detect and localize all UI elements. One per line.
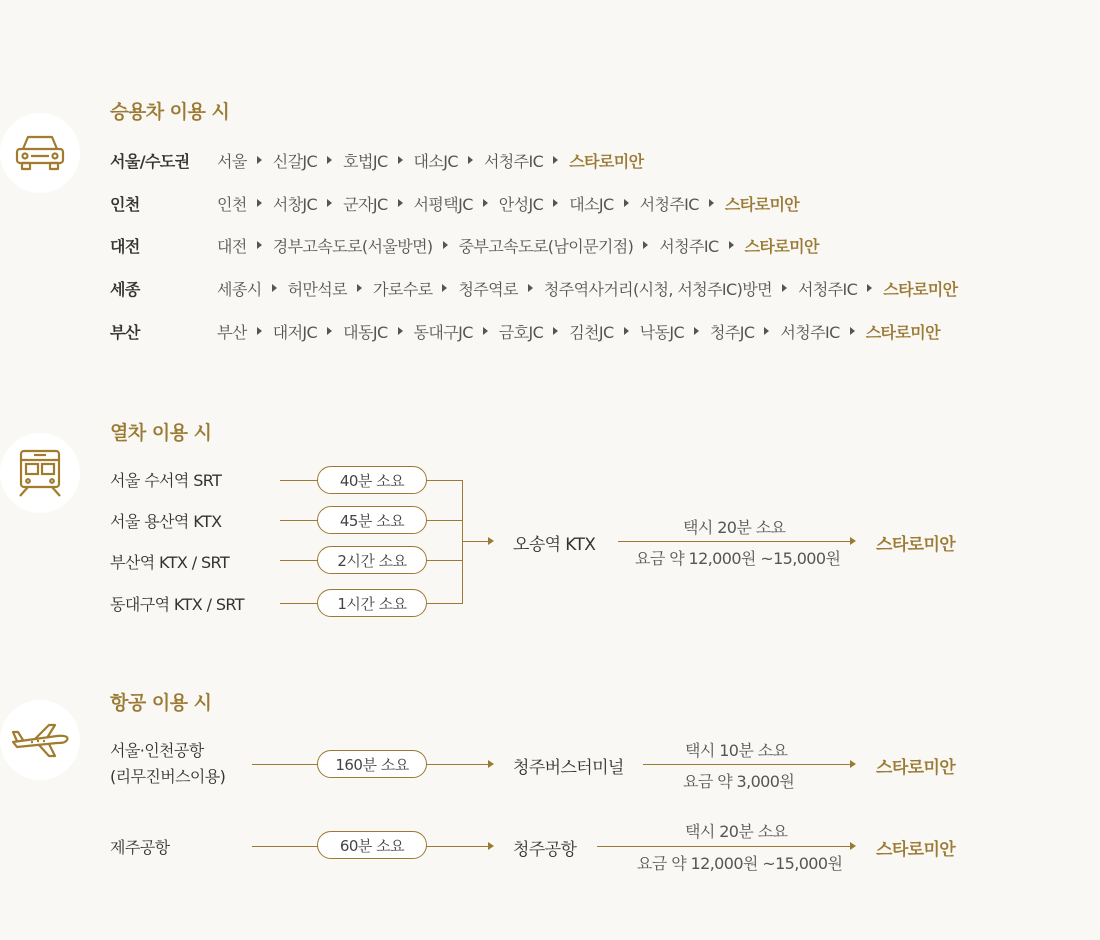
route-stop: 서평택JC <box>413 194 473 214</box>
route-stop: 서청주IC <box>659 236 719 256</box>
air-section-title: 항공 이용 시 <box>110 692 212 714</box>
route-stop: 청주역로 <box>458 279 518 299</box>
route-arrow-icon <box>327 199 332 207</box>
route-stop: 호법JC <box>343 151 388 171</box>
train-destination: 스타로미안 <box>876 535 956 555</box>
route-stop: 안성JC <box>498 194 544 214</box>
route-stop: 대동JC <box>343 322 388 342</box>
train-origin-1: 서울 수서역 SRT <box>110 471 222 490</box>
route-stop: 서울 <box>217 151 247 171</box>
car-section-title: 승용차 이용 시 <box>110 101 230 123</box>
route-arrow-icon <box>468 156 473 164</box>
route-arrow-icon <box>867 284 872 292</box>
route-arrow-icon <box>257 327 262 335</box>
air-taxi-1: 택시 10분 소요 <box>685 741 788 760</box>
car-icon <box>13 131 67 175</box>
route-stop: 군자JC <box>343 194 388 214</box>
route-stop: 동대구JC <box>413 322 473 342</box>
route-stop: 가로수로 <box>373 279 433 299</box>
train-origin-4: 동대구역 KTX / SRT <box>110 595 244 614</box>
air-taxi-2: 택시 20분 소요 <box>685 822 788 841</box>
car-route-label: 부산 <box>110 322 140 342</box>
route-arrow-icon <box>553 199 558 207</box>
train-time-2: 45분 소요 <box>317 506 427 534</box>
car-route-row <box>110 233 819 257</box>
air-origin-1-line1: 서울·인천공항 <box>110 741 204 760</box>
route-arrow-icon <box>272 284 277 292</box>
train-icon <box>16 448 64 498</box>
route-arrow-icon <box>643 241 648 249</box>
route-arrow-icon <box>257 156 262 164</box>
route-stop: 인천 <box>217 194 247 214</box>
train-origin-3: 부산역 KTX / SRT <box>110 553 230 572</box>
route-stop: 서청주IC <box>639 194 699 214</box>
route-destination: 스타로미안 <box>865 322 940 342</box>
train-fare: 요금 약 12,000원 ~15,000원 <box>635 549 841 568</box>
route-stop: 대소JC <box>569 194 614 214</box>
train-icon-circle <box>0 433 80 513</box>
route-destination: 스타로미안 <box>744 236 819 256</box>
air-time-2: 60분 소요 <box>317 831 427 859</box>
route-stop: 청주역사거리(시청, 서청주IC)방면 <box>543 279 772 299</box>
route-arrow-icon <box>327 156 332 164</box>
route-arrow-icon <box>528 284 533 292</box>
route-stop: 경부고속도로(서울방면) <box>272 236 433 256</box>
route-stop: 대소JC <box>413 151 458 171</box>
air-destination-1: 스타로미안 <box>876 758 956 778</box>
train-time-4: 1시간 소요 <box>317 589 427 617</box>
route-arrow-icon <box>782 284 787 292</box>
train-hub: 오송역 KTX <box>513 535 596 555</box>
route-arrow-icon <box>257 199 262 207</box>
route-arrow-icon <box>624 199 629 207</box>
train-time-3: 2시간 소요 <box>317 546 427 574</box>
route-arrow-icon <box>764 327 769 335</box>
air-arrowhead-1 <box>488 760 494 768</box>
route-stop: 대전 <box>217 236 247 256</box>
air-hub-1: 청주버스터미널 <box>513 758 624 778</box>
route-arrow-icon <box>709 199 714 207</box>
air-time-1: 160분 소요 <box>317 750 427 778</box>
route-destination: 스타로미안 <box>883 279 958 299</box>
train-time-1: 40분 소요 <box>317 466 427 494</box>
air-fare-2: 요금 약 12,000원 ~15,000원 <box>637 854 843 873</box>
route-arrow-icon <box>443 241 448 249</box>
train-taxi-arrowhead <box>850 537 856 545</box>
route-arrow-icon <box>442 284 447 292</box>
air-destination-2: 스타로미안 <box>876 840 956 860</box>
air-taxi-arrowhead-1 <box>850 760 856 768</box>
air-origin-1-line2: (리무진버스이용) <box>110 767 226 786</box>
car-route-row <box>110 319 940 343</box>
air-fare-1: 요금 약 3,000원 <box>683 772 795 791</box>
air-taxi-line-1 <box>643 764 850 765</box>
train-merge-line <box>462 480 463 604</box>
route-arrow-icon <box>327 327 332 335</box>
route-stop: 서청주IC <box>483 151 544 171</box>
route-arrow-icon <box>357 284 362 292</box>
train-merge-arrow-line <box>462 541 488 542</box>
air-taxi-line-2 <box>597 846 850 847</box>
car-icon-circle <box>0 113 80 193</box>
train-origin-2: 서울 용산역 KTX <box>110 512 222 531</box>
train-taxi: 택시 20분 소요 <box>683 518 786 537</box>
air-taxi-arrowhead-2 <box>850 842 856 850</box>
car-route-label: 인천 <box>110 194 140 214</box>
car-route-row <box>110 148 643 172</box>
plane-icon <box>9 720 71 760</box>
route-stop: 세종시 <box>217 279 262 299</box>
plane-icon-circle <box>0 700 80 780</box>
car-route-label: 세종 <box>110 279 140 299</box>
route-arrow-icon <box>398 199 403 207</box>
route-stop: 김천JC <box>569 322 614 342</box>
route-stop: 낙동JC <box>639 322 685 342</box>
train-section-title: 열차 이용 시 <box>110 422 212 444</box>
route-stop: 서청주IC <box>797 279 858 299</box>
train-taxi-line <box>618 541 850 542</box>
route-stop: 부산 <box>217 322 247 342</box>
route-arrow-icon <box>257 241 262 249</box>
train-merge-arrowhead <box>488 537 494 545</box>
air-arrowhead-2 <box>488 842 494 850</box>
route-arrow-icon <box>624 327 629 335</box>
route-arrow-icon <box>398 156 403 164</box>
route-arrow-icon <box>398 327 403 335</box>
route-arrow-icon <box>483 199 488 207</box>
route-stop: 중부고속도로(남이문기점) <box>458 236 634 256</box>
route-arrow-icon <box>553 327 558 335</box>
car-route-label: 대전 <box>110 236 140 256</box>
route-stop: 신갈JC <box>272 151 318 171</box>
air-hub-2: 청주공항 <box>513 840 577 860</box>
route-arrow-icon <box>553 156 558 164</box>
car-route-row <box>110 191 799 215</box>
route-stop: 서청주IC <box>780 322 840 342</box>
route-arrow-icon <box>694 327 699 335</box>
route-stop: 허만석로 <box>287 279 348 299</box>
car-route-label: 서울/수도권 <box>110 151 190 171</box>
route-destination: 스타로미안 <box>724 194 800 214</box>
route-stop: 서창JC <box>272 194 318 214</box>
route-stop: 금호JC <box>498 322 544 342</box>
route-arrow-icon <box>850 327 855 335</box>
air-origin-2: 제주공항 <box>110 838 170 857</box>
route-stop: 청주JC <box>710 322 755 342</box>
route-arrow-icon <box>729 241 734 249</box>
car-route-row <box>110 276 958 300</box>
route-destination: 스타로미안 <box>569 151 644 171</box>
route-stop: 대저JC <box>272 322 318 342</box>
route-arrow-icon <box>483 327 488 335</box>
